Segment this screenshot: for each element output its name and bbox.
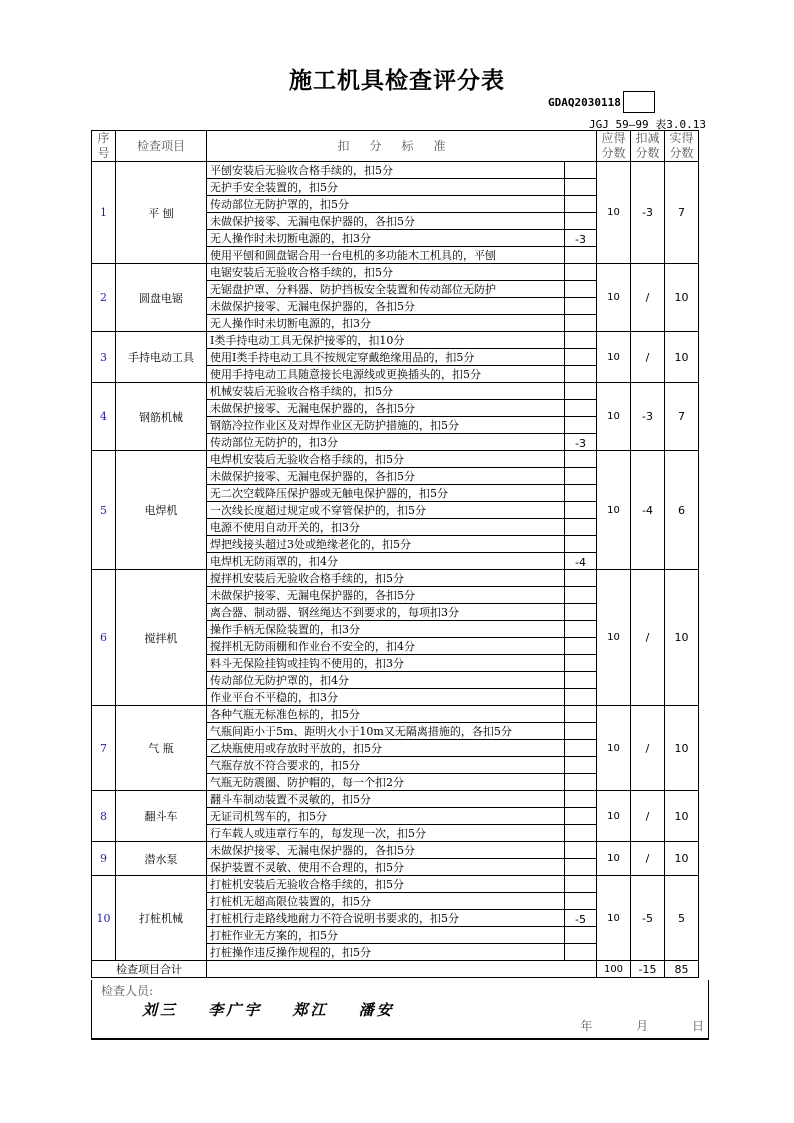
criterion-text: 各种气瓶无标准色标的，扣5分 <box>207 706 565 723</box>
table-row <box>92 264 699 281</box>
criterion-deduction <box>565 859 597 876</box>
form-code: GDAQ2030118 <box>548 96 621 109</box>
criterion-deduction <box>565 944 597 961</box>
row-deduct-score: / <box>631 791 665 842</box>
criterion-deduction <box>565 655 597 672</box>
row-actual-score: 10 <box>665 570 699 706</box>
criterion-text: 离合器、制动器、钢丝绳达不到要求的，每项扣3分 <box>207 604 565 621</box>
total-criteria-blank <box>207 961 597 978</box>
criterion-text: 传动部位无防护的，扣3分 <box>207 434 565 451</box>
page-title: 施工机具检查评分表 <box>289 68 505 94</box>
criterion-text: 一次线长度超过规定或不穿管保护的，扣5分 <box>207 502 565 519</box>
criterion-deduction <box>565 519 597 536</box>
total-actual-score: 85 <box>665 961 699 978</box>
row-deduct-score: / <box>631 706 665 791</box>
criterion-text: 打桩作业无方案的，扣5分 <box>207 927 565 944</box>
row-full-score: 10 <box>597 876 631 961</box>
criterion-text: 平刨安装后无验收合格手续的，扣5分 <box>207 162 565 179</box>
criterion-text: 机械安装后无验收合格手续的，扣5分 <box>207 383 565 400</box>
table-row <box>92 842 699 859</box>
total-row <box>92 961 699 978</box>
criterion-deduction <box>565 468 597 485</box>
criterion-text: 使用手持电动工具随意接长电源线或更换插头的，扣5分 <box>207 366 565 383</box>
criterion-deduction <box>565 621 597 638</box>
row-deduct-score: / <box>631 570 665 706</box>
criterion-text: 乙炔瓶使用或存放时平放的，扣5分 <box>207 740 565 757</box>
criterion-deduction <box>565 876 597 893</box>
criterion-deduction <box>565 791 597 808</box>
criterion-text: 电焊机无防雨罩的，扣4分 <box>207 553 565 570</box>
row-full-score: 10 <box>597 264 631 332</box>
criterion-text: 气瓶间距小于5m、距明火小于10m又无隔离措施的，各扣5分 <box>207 723 565 740</box>
row-full-score: 10 <box>597 162 631 264</box>
criterion-text: 料斗无保险挂钩或挂钩不使用的，扣3分 <box>207 655 565 672</box>
inspection-footer <box>91 980 709 1040</box>
criterion-deduction <box>565 264 597 281</box>
criterion-text: 使用Ⅰ类手持电动工具不按规定穿戴绝缘用品的，扣5分 <box>207 349 565 366</box>
row-item: 手持电动工具 <box>116 332 207 383</box>
row-actual-score: 7 <box>665 383 699 451</box>
criterion-deduction <box>565 740 597 757</box>
criterion-text: 未做保护接零、无漏电保护器的，各扣5分 <box>207 298 565 315</box>
header-actual: 实得 分数 <box>665 131 699 162</box>
row-actual-score: 6 <box>665 451 699 570</box>
criterion-text: 保护装置不灵敏、使用不合理的，扣5分 <box>207 859 565 876</box>
row-seq: 9 <box>92 842 116 876</box>
row-actual-score: 10 <box>665 332 699 383</box>
row-deduct-score: -3 <box>631 162 665 264</box>
criterion-deduction <box>565 706 597 723</box>
criterion-text: 翻斗车制动装置不灵敏的，扣5分 <box>207 791 565 808</box>
table-row <box>92 332 699 349</box>
criterion-deduction: -5 <box>565 910 597 927</box>
row-full-score: 10 <box>597 383 631 451</box>
criterion-text: 作业平台不平稳的，扣3分 <box>207 689 565 706</box>
total-label: 检查项目合计 <box>92 961 207 978</box>
header-deduct: 扣减 分数 <box>631 131 665 162</box>
standard-reference: JGJ 59—99 表3.0.13 <box>589 118 706 131</box>
criterion-deduction <box>565 536 597 553</box>
criterion-text: 使用平刨和圆盘锯合用一台电机的多功能木工机具的，平刨 <box>207 247 565 264</box>
criterion-text: 行车载人或违章行车的，每发现一次，扣5分 <box>207 825 565 842</box>
row-full-score: 10 <box>597 570 631 706</box>
criterion-text: 无护手安全装置的，扣5分 <box>207 179 565 196</box>
criterion-deduction <box>565 604 597 621</box>
row-item: 潜水泵 <box>116 842 207 876</box>
table-row <box>92 876 699 893</box>
criterion-deduction <box>565 162 597 179</box>
criterion-text: 无二次空载降压保护器或无触电保护器的，扣5分 <box>207 485 565 502</box>
row-item: 翻斗车 <box>116 791 207 842</box>
criterion-deduction <box>565 587 597 604</box>
criterion-deduction: -3 <box>565 230 597 247</box>
table-row <box>92 791 699 808</box>
inspectors-label: 检查人员: <box>101 984 154 998</box>
header-seq: 序 号 <box>92 131 116 162</box>
criterion-text: 打桩操作违反操作规程的，扣5分 <box>207 944 565 961</box>
criterion-deduction <box>565 825 597 842</box>
criterion-text: 无人操作时未切断电源的，扣3分 <box>207 230 565 247</box>
criterion-deduction <box>565 451 597 468</box>
criterion-text: 搅拌机无防雨棚和作业台不安全的，扣4分 <box>207 638 565 655</box>
criterion-deduction <box>565 281 597 298</box>
code-box <box>623 91 655 113</box>
criterion-deduction <box>565 332 597 349</box>
row-full-score: 10 <box>597 332 631 383</box>
table-row <box>92 383 699 400</box>
criterion-deduction <box>565 774 597 791</box>
row-item: 平 刨 <box>116 162 207 264</box>
criterion-text: 气瓶存放不符合要求的，扣5分 <box>207 757 565 774</box>
criterion-text: 打桩机行走路线地耐力不符合说明书要求的，扣5分 <box>207 910 565 927</box>
criterion-deduction <box>565 689 597 706</box>
criterion-deduction <box>565 723 597 740</box>
criterion-text: 打桩机无超高限位装置的，扣5分 <box>207 893 565 910</box>
criterion-text: 无人操作时未切断电源的，扣3分 <box>207 315 565 332</box>
row-seq: 3 <box>92 332 116 383</box>
criterion-text: 气瓶无防震圈、防护帽的，每一个扣2分 <box>207 774 565 791</box>
criterion-text: 焊把线接头超过3处或绝缘老化的，扣5分 <box>207 536 565 553</box>
criterion-text: 打桩机安装后无验收合格手续的，扣5分 <box>207 876 565 893</box>
table-header-row <box>92 131 699 162</box>
criterion-deduction <box>565 315 597 332</box>
criterion-deduction <box>565 638 597 655</box>
row-item: 钢筋机械 <box>116 383 207 451</box>
row-full-score: 10 <box>597 842 631 876</box>
total-deduct-score: -15 <box>631 961 665 978</box>
table-row <box>92 570 699 587</box>
criterion-text: 搅拌机安装后无验收合格手续的，扣5分 <box>207 570 565 587</box>
row-actual-score: 5 <box>665 876 699 961</box>
header-full: 应得 分数 <box>597 131 631 162</box>
row-deduct-score: -3 <box>631 383 665 451</box>
criterion-text: 钢筋冷拉作业区及对焊作业区无防护措施的，扣5分 <box>207 417 565 434</box>
row-seq: 2 <box>92 264 116 332</box>
row-item: 气 瓶 <box>116 706 207 791</box>
row-item: 搅拌机 <box>116 570 207 706</box>
table-row <box>92 162 699 179</box>
row-actual-score: 7 <box>665 162 699 264</box>
row-actual-score: 10 <box>665 264 699 332</box>
criterion-text: 电源不使用自动开关的，扣3分 <box>207 519 565 536</box>
criterion-deduction <box>565 400 597 417</box>
criterion-deduction <box>565 349 597 366</box>
criterion-text: 未做保护接零、无漏电保护器的，各扣5分 <box>207 468 565 485</box>
row-item: 打桩机械 <box>116 876 207 961</box>
row-deduct-score: / <box>631 264 665 332</box>
criterion-deduction <box>565 672 597 689</box>
row-seq: 6 <box>92 570 116 706</box>
criterion-text: 传动部位无防护罩的，扣4分 <box>207 672 565 689</box>
criterion-text: 传动部位无防护罩的，扣5分 <box>207 196 565 213</box>
table-row <box>92 706 699 723</box>
criterion-deduction <box>565 927 597 944</box>
score-table <box>91 130 699 978</box>
row-full-score: 10 <box>597 791 631 842</box>
criterion-deduction <box>565 893 597 910</box>
criterion-text: Ⅰ类手持电动工具无保护接零的，扣10分 <box>207 332 565 349</box>
row-deduct-score: -4 <box>631 451 665 570</box>
criterion-text: 无证司机驾车的，扣5分 <box>207 808 565 825</box>
criterion-deduction <box>565 842 597 859</box>
row-deduct-score: -5 <box>631 876 665 961</box>
row-seq: 1 <box>92 162 116 264</box>
row-seq: 8 <box>92 791 116 842</box>
criterion-text: 操作手柄无保险装置的，扣3分 <box>207 621 565 638</box>
criterion-deduction <box>565 366 597 383</box>
criterion-deduction <box>565 247 597 264</box>
inspectors-signatures: 刘三 李广宇 郑江 潘安 <box>142 1001 395 1019</box>
row-actual-score: 10 <box>665 842 699 876</box>
criterion-deduction <box>565 808 597 825</box>
criterion-text: 未做保护接零、无漏电保护器的，各扣5分 <box>207 400 565 417</box>
row-actual-score: 10 <box>665 706 699 791</box>
row-seq: 10 <box>92 876 116 961</box>
criterion-deduction <box>565 196 597 213</box>
row-seq: 7 <box>92 706 116 791</box>
criterion-text: 未做保护接零、无漏电保护器的，各扣5分 <box>207 842 565 859</box>
row-deduct-score: / <box>631 332 665 383</box>
criterion-deduction: -4 <box>565 553 597 570</box>
row-item: 电焊机 <box>116 451 207 570</box>
header-criteria: 扣分标准 <box>207 131 597 162</box>
criterion-deduction <box>565 417 597 434</box>
criterion-text: 电焊机安装后无验收合格手续的，扣5分 <box>207 451 565 468</box>
criterion-text: 电锯安装后无验收合格手续的，扣5分 <box>207 264 565 281</box>
criterion-text: 未做保护接零、无漏电保护器的，各扣5分 <box>207 587 565 604</box>
row-seq: 5 <box>92 451 116 570</box>
row-seq: 4 <box>92 383 116 451</box>
criterion-deduction <box>565 485 597 502</box>
row-full-score: 10 <box>597 706 631 791</box>
header-item: 检查项目 <box>116 131 207 162</box>
row-item: 圆盘电锯 <box>116 264 207 332</box>
criterion-text: 无锯盘护罩、分料器、防护挡板安全装置和传动部位无防护 <box>207 281 565 298</box>
row-deduct-score: / <box>631 842 665 876</box>
criterion-deduction: -3 <box>565 434 597 451</box>
criterion-text: 未做保护接零、无漏电保护器的，各扣5分 <box>207 213 565 230</box>
criterion-deduction <box>565 179 597 196</box>
table-row <box>92 451 699 468</box>
criterion-deduction <box>565 298 597 315</box>
total-full-score: 100 <box>597 961 631 978</box>
criterion-deduction <box>565 570 597 587</box>
row-full-score: 10 <box>597 451 631 570</box>
criterion-deduction <box>565 213 597 230</box>
inspection-date: 年 月 日 <box>580 1019 704 1033</box>
criterion-deduction <box>565 757 597 774</box>
criterion-deduction <box>565 383 597 400</box>
criterion-deduction <box>565 502 597 519</box>
row-actual-score: 10 <box>665 791 699 842</box>
